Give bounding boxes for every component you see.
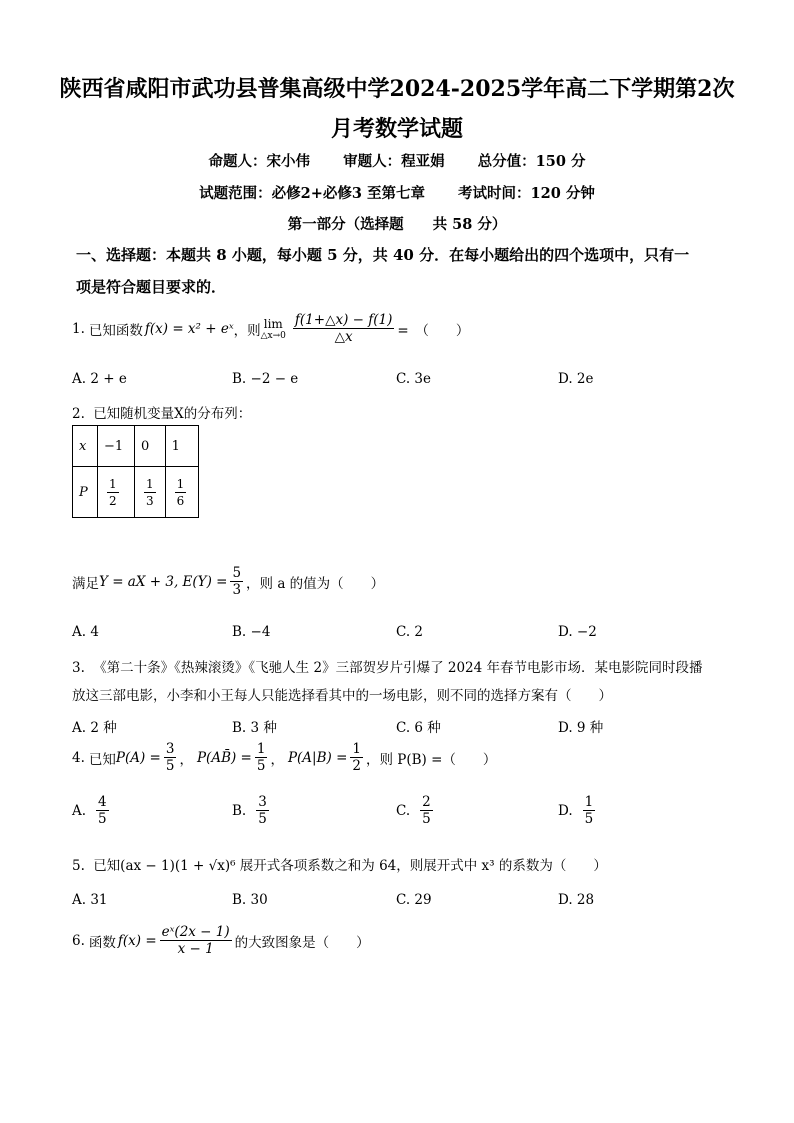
option-b: B. 3 种 [232, 720, 277, 736]
exam-title-line1: 陕西省咸阳市武功县普集高级中学2024-2025学年高二下学期第2次 [59, 76, 735, 102]
fraction-numerator: 1 [109, 476, 117, 491]
question-number: 2. [72, 406, 85, 422]
option-c: C. 29 [396, 892, 432, 908]
question-number: 1. [72, 320, 85, 337]
option-d: D. 9 种 [558, 720, 604, 736]
table-cell [135, 467, 166, 518]
fraction-denominator: 5 [584, 811, 594, 827]
question-2 [72, 402, 251, 422]
total-score: 总分值：150 分 [477, 153, 586, 170]
table-cell [165, 467, 198, 518]
function-expression: f(x) = x² + eˣ [144, 320, 234, 337]
option-label: B. [232, 802, 247, 819]
question-3 [72, 656, 703, 676]
fraction-denominator: 2 [352, 758, 361, 774]
table-row [73, 426, 199, 467]
fraction-numerator: 1 [256, 741, 266, 757]
option-d: D. 28 [558, 892, 595, 908]
option-c: C. 6 种 [396, 720, 441, 736]
question-text: 满足 [72, 575, 99, 592]
question-text: 《第二十条》《热辣滚烫》《飞驰人生 2》三部贺岁片引爆了 2024 年春节电影市场．某电影院同时段播 [93, 660, 703, 676]
option-d: D. −2 [558, 624, 597, 640]
option-a: A. 31 [72, 892, 108, 908]
exam-meta-line2 [0, 182, 794, 203]
option-b [232, 794, 272, 827]
question-text: 已知 [88, 751, 116, 768]
option-label: C. [396, 802, 411, 819]
section-intro-line1: 一、选择题：本题共 8 小题，每小题 5 分，共 40 分．在每小题给出的四个选项中，只有一 [76, 246, 690, 264]
fraction-numerator: eˣ(2x − 1) [161, 924, 230, 940]
probability-expression: P(A|B) = [287, 749, 348, 766]
fraction-numerator: 1 [176, 476, 185, 491]
option-label: D. [558, 802, 573, 819]
condition-expression: Y = aX + 3, E(Y) = [99, 573, 228, 590]
option-label: A. [72, 802, 87, 819]
option-d [558, 794, 598, 827]
function-fraction [160, 924, 232, 957]
fraction-denominator: 5 [422, 811, 431, 827]
limit-subscript: △x→0 [260, 330, 286, 341]
table-cell: −1 [98, 426, 135, 467]
distribution-table [72, 425, 199, 518]
question-4: 4. 已知 P(A) = $\frac{3}{5}$ ， P(AB̄) = $\frac{1}{5}$ ， P(A|B) = $\frac{1}{2}$ ，则 P(B) =（ ） [72, 741, 497, 774]
author: 命题人：宋小伟 [208, 153, 311, 170]
question-text: 函数 [88, 934, 116, 951]
fraction-numerator: 5 [232, 565, 242, 581]
fraction-denominator: 5 [165, 758, 175, 774]
fraction-denominator: 6 [176, 493, 185, 508]
question-text: ，则 [233, 322, 261, 339]
fraction-numerator: 1 [146, 476, 154, 491]
exam-title-line2: 月考数学试题 [330, 116, 463, 142]
option-b: B. −2 − e [232, 371, 299, 387]
table-header-p: P [73, 467, 98, 518]
fraction-denominator: 2 [109, 493, 117, 508]
question-text: 已知(ax − 1)(1 + √x)⁶ 展开式各项系数之和为 64，则展开式中 x³ 的系数为（ ） [93, 858, 607, 874]
question-number: 6. [72, 932, 85, 949]
reviewer: 审题人：程亚娟 [343, 153, 445, 170]
option-a [72, 794, 112, 827]
section-intro-line2: 项是符合题目要求的． [76, 278, 227, 296]
exam-meta-line1 [0, 150, 794, 171]
fraction-denominator: △x [334, 329, 353, 345]
option-c: C. 3e [396, 371, 432, 387]
fraction-denominator: 5 [256, 758, 266, 774]
function-expression: f(x) = [117, 932, 157, 949]
fraction-numerator: 2 [422, 794, 431, 810]
table-cell [98, 467, 135, 518]
question-number: 4. [72, 749, 85, 766]
fraction-numerator: 3 [258, 794, 267, 810]
question-text: 已知随机变量X的分布列： [93, 406, 252, 422]
exam-time: 考试时间：120 分钟 [458, 185, 595, 202]
option-a: A. 2 + e [72, 371, 127, 387]
table-header-x: x [73, 426, 98, 467]
option-a: A. 2 种 [72, 720, 117, 736]
question-6 [72, 924, 370, 957]
table-cell: 1 [165, 426, 198, 467]
question-text: ，则 P(B) =（ ） [366, 751, 497, 768]
answer-blank: = （ ） [397, 322, 470, 339]
question-2-condition [72, 565, 384, 598]
question-text: 的大致图象是（ ） [234, 934, 370, 951]
fraction-denominator: 5 [258, 811, 267, 827]
probability-expression: P(A) = [115, 749, 161, 766]
option-b: B. −4 [232, 624, 271, 640]
limit-operator [261, 317, 286, 341]
difference-quotient [293, 312, 394, 345]
question-text: 已知函数 [88, 322, 143, 339]
option-a: A. 4 [72, 624, 99, 640]
fraction-numerator: 4 [98, 794, 107, 810]
option-c: C. 2 [396, 624, 424, 640]
fraction-denominator: x − 1 [177, 941, 214, 957]
option-d: D. 2e [558, 371, 594, 387]
limit-word: lim [263, 316, 283, 331]
question-1 [72, 312, 469, 345]
question-3-line2: 放这三部电影，小李和小王每人只能选择看其中的一场电影，则不同的选择方案有（ ） [72, 688, 612, 704]
probability-expression: P(AB̄) = [196, 749, 252, 766]
part-heading: 第一部分（选择题 共 58 分） [287, 216, 507, 233]
fraction-numerator: f(1+△x) − f(1) [294, 312, 393, 328]
fraction-denominator: 3 [146, 493, 154, 508]
question-5 [72, 854, 607, 874]
question-number: 3. [72, 660, 85, 676]
fraction-denominator: 5 [98, 811, 107, 827]
table-cell: 0 [135, 426, 166, 467]
fraction-numerator: 1 [584, 794, 594, 810]
condition-fraction [230, 565, 243, 598]
fraction-numerator: 3 [165, 741, 175, 757]
fraction-numerator: 1 [352, 741, 361, 757]
exam-scope: 试题范围：必修2+必修3 至第七章 [199, 185, 425, 202]
option-b: B. 30 [232, 892, 268, 908]
table-row [73, 467, 199, 518]
question-text: ，则 a 的值为（ ） [246, 575, 385, 592]
question-number: 5. [72, 858, 85, 874]
option-c [396, 794, 436, 827]
fraction-denominator: 3 [232, 582, 242, 598]
